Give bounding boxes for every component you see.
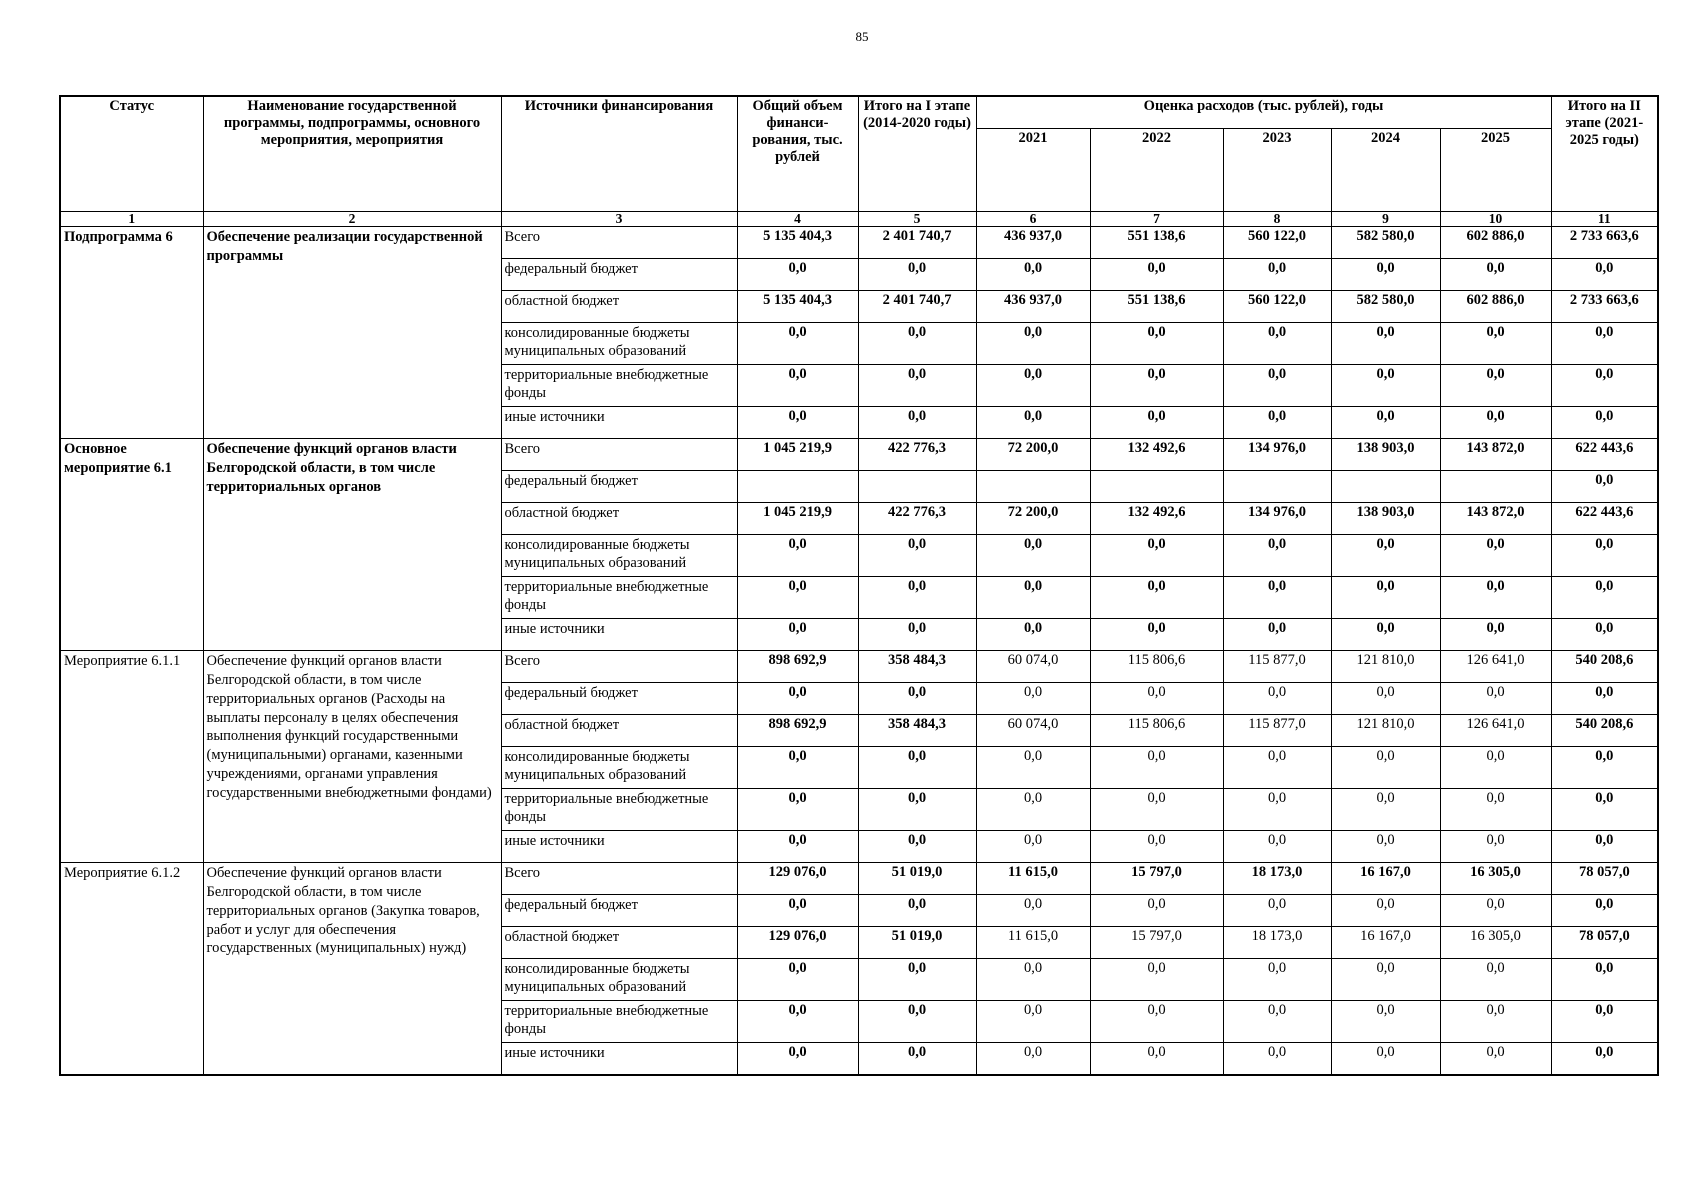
row-name: Обеспечение функций органов власти Белгородской области, в том числе территориальных органов	[203, 439, 501, 651]
value-cell: 0,0	[1331, 747, 1440, 789]
value-cell: 0,0	[858, 259, 976, 291]
funding-source: федеральный бюджет	[501, 895, 737, 927]
value-cell: 560 122,0	[1223, 291, 1331, 323]
value-cell: 0,0	[1090, 789, 1223, 831]
value-cell: 72 200,0	[976, 503, 1090, 535]
value-cell: 0,0	[1551, 683, 1658, 715]
funding-source: областной бюджет	[501, 715, 737, 747]
value-cell: 126 641,0	[1440, 715, 1551, 747]
value-cell: 0,0	[1440, 365, 1551, 407]
value-cell: 0,0	[737, 895, 858, 927]
value-cell: 2 733 663,6	[1551, 291, 1658, 323]
value-cell: 0,0	[1331, 577, 1440, 619]
funding-source: консолидированные бюджеты муниципальных образований	[501, 747, 737, 789]
value-cell: 582 580,0	[1331, 227, 1440, 259]
value-cell: 0,0	[1223, 747, 1331, 789]
value-cell: 138 903,0	[1331, 439, 1440, 471]
value-cell: 115 806,6	[1090, 715, 1223, 747]
column-number: 9	[1331, 212, 1440, 227]
value-cell: 15 797,0	[1090, 927, 1223, 959]
value-cell: 78 057,0	[1551, 863, 1658, 895]
value-cell: 0,0	[737, 789, 858, 831]
value-cell: 143 872,0	[1440, 503, 1551, 535]
value-cell: 0,0	[1090, 407, 1223, 439]
value-cell: 0,0	[1440, 959, 1551, 1001]
row-status: Подпрограмма 6	[60, 227, 203, 439]
value-cell: 551 138,6	[1090, 291, 1223, 323]
value-cell: 898 692,9	[737, 715, 858, 747]
row-name: Обеспечение функций органов власти Белгородской области, в том числе территориальных органов (Расходы на выплаты персоналу в целях обеспечения выполнения функций государственными (муниципальными) органами, казенными учреждениями, органами управления государственными внебюджетными фондами)	[203, 651, 501, 863]
value-cell: 115 877,0	[1223, 715, 1331, 747]
header-year: 2024	[1331, 129, 1440, 212]
value-cell: 16 305,0	[1440, 863, 1551, 895]
value-cell: 0,0	[1223, 1001, 1331, 1043]
funding-source: иные источники	[501, 831, 737, 863]
value-cell: 0,0	[737, 747, 858, 789]
column-number: 2	[203, 212, 501, 227]
header-stage2: Итого на II этапе (2021-2025 годы)	[1551, 96, 1658, 212]
row-name: Обеспечение реализации государственной программы	[203, 227, 501, 439]
column-number: 1	[60, 212, 203, 227]
value-cell: 0,0	[1440, 895, 1551, 927]
value-cell: 0,0	[737, 959, 858, 1001]
value-cell: 358 484,3	[858, 715, 976, 747]
value-cell: 0,0	[737, 535, 858, 577]
value-cell: 0,0	[1551, 577, 1658, 619]
value-cell: 5 135 404,3	[737, 291, 858, 323]
header-sources: Источники финансирования	[501, 96, 737, 212]
value-cell: 0,0	[1090, 1043, 1223, 1076]
value-cell	[1223, 471, 1331, 503]
funding-source: Всего	[501, 651, 737, 683]
value-cell: 0,0	[858, 831, 976, 863]
value-cell: 132 492,6	[1090, 503, 1223, 535]
value-cell: 0,0	[1440, 407, 1551, 439]
value-cell: 51 019,0	[858, 863, 976, 895]
column-number: 11	[1551, 212, 1658, 227]
value-cell: 551 138,6	[1090, 227, 1223, 259]
value-cell: 121 810,0	[1331, 715, 1440, 747]
row-status: Мероприятие 6.1.2	[60, 863, 203, 1076]
header-year: 2023	[1223, 129, 1331, 212]
value-cell: 602 886,0	[1440, 227, 1551, 259]
header-estimate: Оценка расходов (тыс. рублей), годы	[976, 96, 1551, 129]
value-cell: 18 173,0	[1223, 927, 1331, 959]
value-cell: 0,0	[976, 577, 1090, 619]
value-cell: 16 167,0	[1331, 927, 1440, 959]
value-cell: 126 641,0	[1440, 651, 1551, 683]
value-cell: 0,0	[976, 1001, 1090, 1043]
value-cell: 115 806,6	[1090, 651, 1223, 683]
header-name: Наименование государственной программы, подпрограммы, основного мероприятия, мероприятия	[203, 96, 501, 212]
value-cell: 0,0	[1223, 365, 1331, 407]
value-cell: 0,0	[1331, 895, 1440, 927]
value-cell: 0,0	[1331, 365, 1440, 407]
row-name: Обеспечение функций органов власти Белгородской области, в том числе территориальных органов (Закупка товаров, работ и услуг для обеспечения государственных (муниципальных) нужд)	[203, 863, 501, 1076]
table-row	[60, 651, 1658, 683]
value-cell: 0,0	[1551, 365, 1658, 407]
value-cell: 0,0	[1090, 895, 1223, 927]
value-cell: 51 019,0	[858, 927, 976, 959]
funding-source: областной бюджет	[501, 503, 737, 535]
value-cell: 0,0	[737, 577, 858, 619]
value-cell: 0,0	[1551, 789, 1658, 831]
value-cell: 11 615,0	[976, 863, 1090, 895]
value-cell	[1331, 471, 1440, 503]
value-cell: 115 877,0	[1223, 651, 1331, 683]
column-number: 6	[976, 212, 1090, 227]
value-cell: 436 937,0	[976, 291, 1090, 323]
header-status: Статус	[60, 96, 203, 212]
value-cell: 132 492,6	[1090, 439, 1223, 471]
value-cell: 0,0	[1223, 789, 1331, 831]
column-number: 7	[1090, 212, 1223, 227]
value-cell: 0,0	[1090, 259, 1223, 291]
value-cell: 0,0	[1551, 831, 1658, 863]
value-cell: 1 045 219,9	[737, 439, 858, 471]
value-cell: 0,0	[1440, 1043, 1551, 1076]
funding-source: федеральный бюджет	[501, 259, 737, 291]
value-cell: 129 076,0	[737, 863, 858, 895]
value-cell: 0,0	[737, 1001, 858, 1043]
value-cell: 422 776,3	[858, 503, 976, 535]
value-cell: 0,0	[1440, 619, 1551, 651]
value-cell: 0,0	[1223, 895, 1331, 927]
value-cell: 78 057,0	[1551, 927, 1658, 959]
value-cell: 0,0	[1090, 365, 1223, 407]
value-cell: 0,0	[1551, 471, 1658, 503]
value-cell: 422 776,3	[858, 439, 976, 471]
value-cell: 0,0	[1223, 959, 1331, 1001]
value-cell: 358 484,3	[858, 651, 976, 683]
value-cell: 0,0	[1551, 747, 1658, 789]
row-status: Мероприятие 6.1.1	[60, 651, 203, 863]
funding-source: иные источники	[501, 1043, 737, 1076]
value-cell: 898 692,9	[737, 651, 858, 683]
column-number: 3	[501, 212, 737, 227]
funding-source: консолидированные бюджеты муниципальных образований	[501, 323, 737, 365]
value-cell: 0,0	[1331, 831, 1440, 863]
value-cell: 60 074,0	[976, 651, 1090, 683]
value-cell: 0,0	[1223, 259, 1331, 291]
value-cell: 0,0	[858, 535, 976, 577]
value-cell: 0,0	[976, 895, 1090, 927]
value-cell: 0,0	[1440, 683, 1551, 715]
value-cell: 0,0	[1551, 1001, 1658, 1043]
header-stage1: Итого на I этапе (2014-2020 годы)	[858, 96, 976, 212]
funding-source: иные источники	[501, 407, 737, 439]
value-cell: 622 443,6	[1551, 439, 1658, 471]
value-cell: 0,0	[858, 789, 976, 831]
funding-source: территориальные внебюджетные фонды	[501, 577, 737, 619]
value-cell: 0,0	[858, 895, 976, 927]
value-cell: 0,0	[1090, 831, 1223, 863]
value-cell: 0,0	[1331, 407, 1440, 439]
table-row	[60, 227, 1658, 259]
value-cell: 0,0	[1223, 535, 1331, 577]
value-cell	[1440, 471, 1551, 503]
value-cell: 0,0	[1440, 831, 1551, 863]
value-cell: 0,0	[858, 323, 976, 365]
table-row	[60, 439, 1658, 471]
value-cell: 129 076,0	[737, 927, 858, 959]
value-cell: 0,0	[1331, 619, 1440, 651]
funding-source: консолидированные бюджеты муниципальных образований	[501, 535, 737, 577]
value-cell: 121 810,0	[1331, 651, 1440, 683]
value-cell: 0,0	[1551, 959, 1658, 1001]
value-cell: 0,0	[737, 323, 858, 365]
header-year: 2025	[1440, 129, 1551, 212]
value-cell: 16 305,0	[1440, 927, 1551, 959]
value-cell: 0,0	[1440, 789, 1551, 831]
column-number: 10	[1440, 212, 1551, 227]
value-cell: 0,0	[976, 407, 1090, 439]
value-cell	[1090, 471, 1223, 503]
table-body	[60, 212, 1658, 1076]
value-cell: 0,0	[737, 365, 858, 407]
value-cell: 622 443,6	[1551, 503, 1658, 535]
value-cell: 72 200,0	[976, 439, 1090, 471]
value-cell: 11 615,0	[976, 927, 1090, 959]
row-status: Основное мероприятие 6.1	[60, 439, 203, 651]
value-cell: 0,0	[1551, 619, 1658, 651]
value-cell: 0,0	[737, 619, 858, 651]
column-number: 5	[858, 212, 976, 227]
value-cell: 0,0	[1223, 323, 1331, 365]
value-cell: 0,0	[1440, 259, 1551, 291]
value-cell: 0,0	[858, 959, 976, 1001]
value-cell: 0,0	[1331, 959, 1440, 1001]
value-cell: 0,0	[1551, 535, 1658, 577]
value-cell: 0,0	[1331, 323, 1440, 365]
funding-source: областной бюджет	[501, 291, 737, 323]
value-cell: 134 976,0	[1223, 439, 1331, 471]
value-cell: 0,0	[1551, 259, 1658, 291]
value-cell: 0,0	[976, 683, 1090, 715]
value-cell: 0,0	[1090, 747, 1223, 789]
value-cell: 0,0	[1331, 259, 1440, 291]
column-number: 8	[1223, 212, 1331, 227]
value-cell: 2 401 740,7	[858, 291, 976, 323]
value-cell: 138 903,0	[1331, 503, 1440, 535]
value-cell: 0,0	[1090, 323, 1223, 365]
value-cell: 0,0	[1331, 789, 1440, 831]
value-cell: 0,0	[976, 959, 1090, 1001]
value-cell: 0,0	[737, 683, 858, 715]
header-year: 2022	[1090, 129, 1223, 212]
value-cell: 0,0	[1090, 577, 1223, 619]
value-cell: 0,0	[976, 747, 1090, 789]
value-cell: 0,0	[858, 1001, 976, 1043]
funding-source: территориальные внебюджетные фонды	[501, 1001, 737, 1043]
value-cell: 0,0	[1440, 535, 1551, 577]
value-cell	[858, 471, 976, 503]
value-cell: 134 976,0	[1223, 503, 1331, 535]
value-cell: 0,0	[737, 259, 858, 291]
funding-source: территориальные внебюджетные фонды	[501, 365, 737, 407]
value-cell: 0,0	[858, 1043, 976, 1076]
value-cell: 0,0	[1551, 1043, 1658, 1076]
value-cell: 0,0	[1223, 619, 1331, 651]
value-cell: 602 886,0	[1440, 291, 1551, 323]
value-cell: 0,0	[1223, 683, 1331, 715]
value-cell: 582 580,0	[1331, 291, 1440, 323]
funding-source: Всего	[501, 227, 737, 259]
funding-source: Всего	[501, 439, 737, 471]
value-cell: 0,0	[858, 683, 976, 715]
value-cell: 0,0	[1090, 959, 1223, 1001]
value-cell: 143 872,0	[1440, 439, 1551, 471]
value-cell: 60 074,0	[976, 715, 1090, 747]
funding-source: иные источники	[501, 619, 737, 651]
value-cell: 0,0	[858, 365, 976, 407]
funding-source: консолидированные бюджеты муниципальных образований	[501, 959, 737, 1001]
value-cell: 5 135 404,3	[737, 227, 858, 259]
value-cell: 0,0	[1440, 323, 1551, 365]
value-cell: 0,0	[1440, 1001, 1551, 1043]
value-cell: 0,0	[1331, 535, 1440, 577]
value-cell: 15 797,0	[1090, 863, 1223, 895]
value-cell: 0,0	[976, 323, 1090, 365]
value-cell: 0,0	[976, 365, 1090, 407]
value-cell: 0,0	[976, 831, 1090, 863]
value-cell: 0,0	[1090, 619, 1223, 651]
value-cell: 0,0	[858, 407, 976, 439]
value-cell: 0,0	[1551, 407, 1658, 439]
value-cell: 0,0	[976, 535, 1090, 577]
page-number: 85	[855, 29, 869, 44]
column-number-row	[60, 212, 1658, 227]
value-cell: 0,0	[1440, 577, 1551, 619]
value-cell: 0,0	[1223, 407, 1331, 439]
value-cell: 0,0	[1440, 747, 1551, 789]
value-cell: 436 937,0	[976, 227, 1090, 259]
value-cell: 0,0	[737, 831, 858, 863]
value-cell: 2 733 663,6	[1551, 227, 1658, 259]
budget-table	[59, 95, 1659, 1076]
value-cell: 0,0	[1331, 1001, 1440, 1043]
header-year: 2021	[976, 129, 1090, 212]
funding-source: территориальные внебюджетные фонды	[501, 789, 737, 831]
column-number: 4	[737, 212, 858, 227]
value-cell: 0,0	[1223, 1043, 1331, 1076]
value-cell: 560 122,0	[1223, 227, 1331, 259]
value-cell: 0,0	[976, 1043, 1090, 1076]
table-row	[60, 863, 1658, 895]
header-total: Общий объем финанси-рования, тыс. рублей	[737, 96, 858, 212]
value-cell: 0,0	[858, 747, 976, 789]
value-cell	[737, 471, 858, 503]
value-cell	[976, 471, 1090, 503]
value-cell: 0,0	[858, 577, 976, 619]
value-cell: 0,0	[858, 619, 976, 651]
funding-source: Всего	[501, 863, 737, 895]
value-cell: 0,0	[737, 407, 858, 439]
value-cell: 0,0	[1090, 1001, 1223, 1043]
value-cell: 0,0	[1090, 683, 1223, 715]
value-cell: 18 173,0	[1223, 863, 1331, 895]
value-cell: 2 401 740,7	[858, 227, 976, 259]
value-cell: 0,0	[976, 259, 1090, 291]
value-cell: 0,0	[1223, 577, 1331, 619]
value-cell: 0,0	[976, 789, 1090, 831]
value-cell: 1 045 219,9	[737, 503, 858, 535]
value-cell: 540 208,6	[1551, 651, 1658, 683]
value-cell: 0,0	[1331, 1043, 1440, 1076]
value-cell: 0,0	[1331, 683, 1440, 715]
value-cell: 0,0	[1223, 831, 1331, 863]
value-cell: 0,0	[976, 619, 1090, 651]
funding-source: областной бюджет	[501, 927, 737, 959]
value-cell: 16 167,0	[1331, 863, 1440, 895]
value-cell: 0,0	[1090, 535, 1223, 577]
value-cell: 540 208,6	[1551, 715, 1658, 747]
value-cell: 0,0	[1551, 895, 1658, 927]
funding-source: федеральный бюджет	[501, 683, 737, 715]
funding-source: федеральный бюджет	[501, 471, 737, 503]
value-cell: 0,0	[737, 1043, 858, 1076]
value-cell: 0,0	[1551, 323, 1658, 365]
